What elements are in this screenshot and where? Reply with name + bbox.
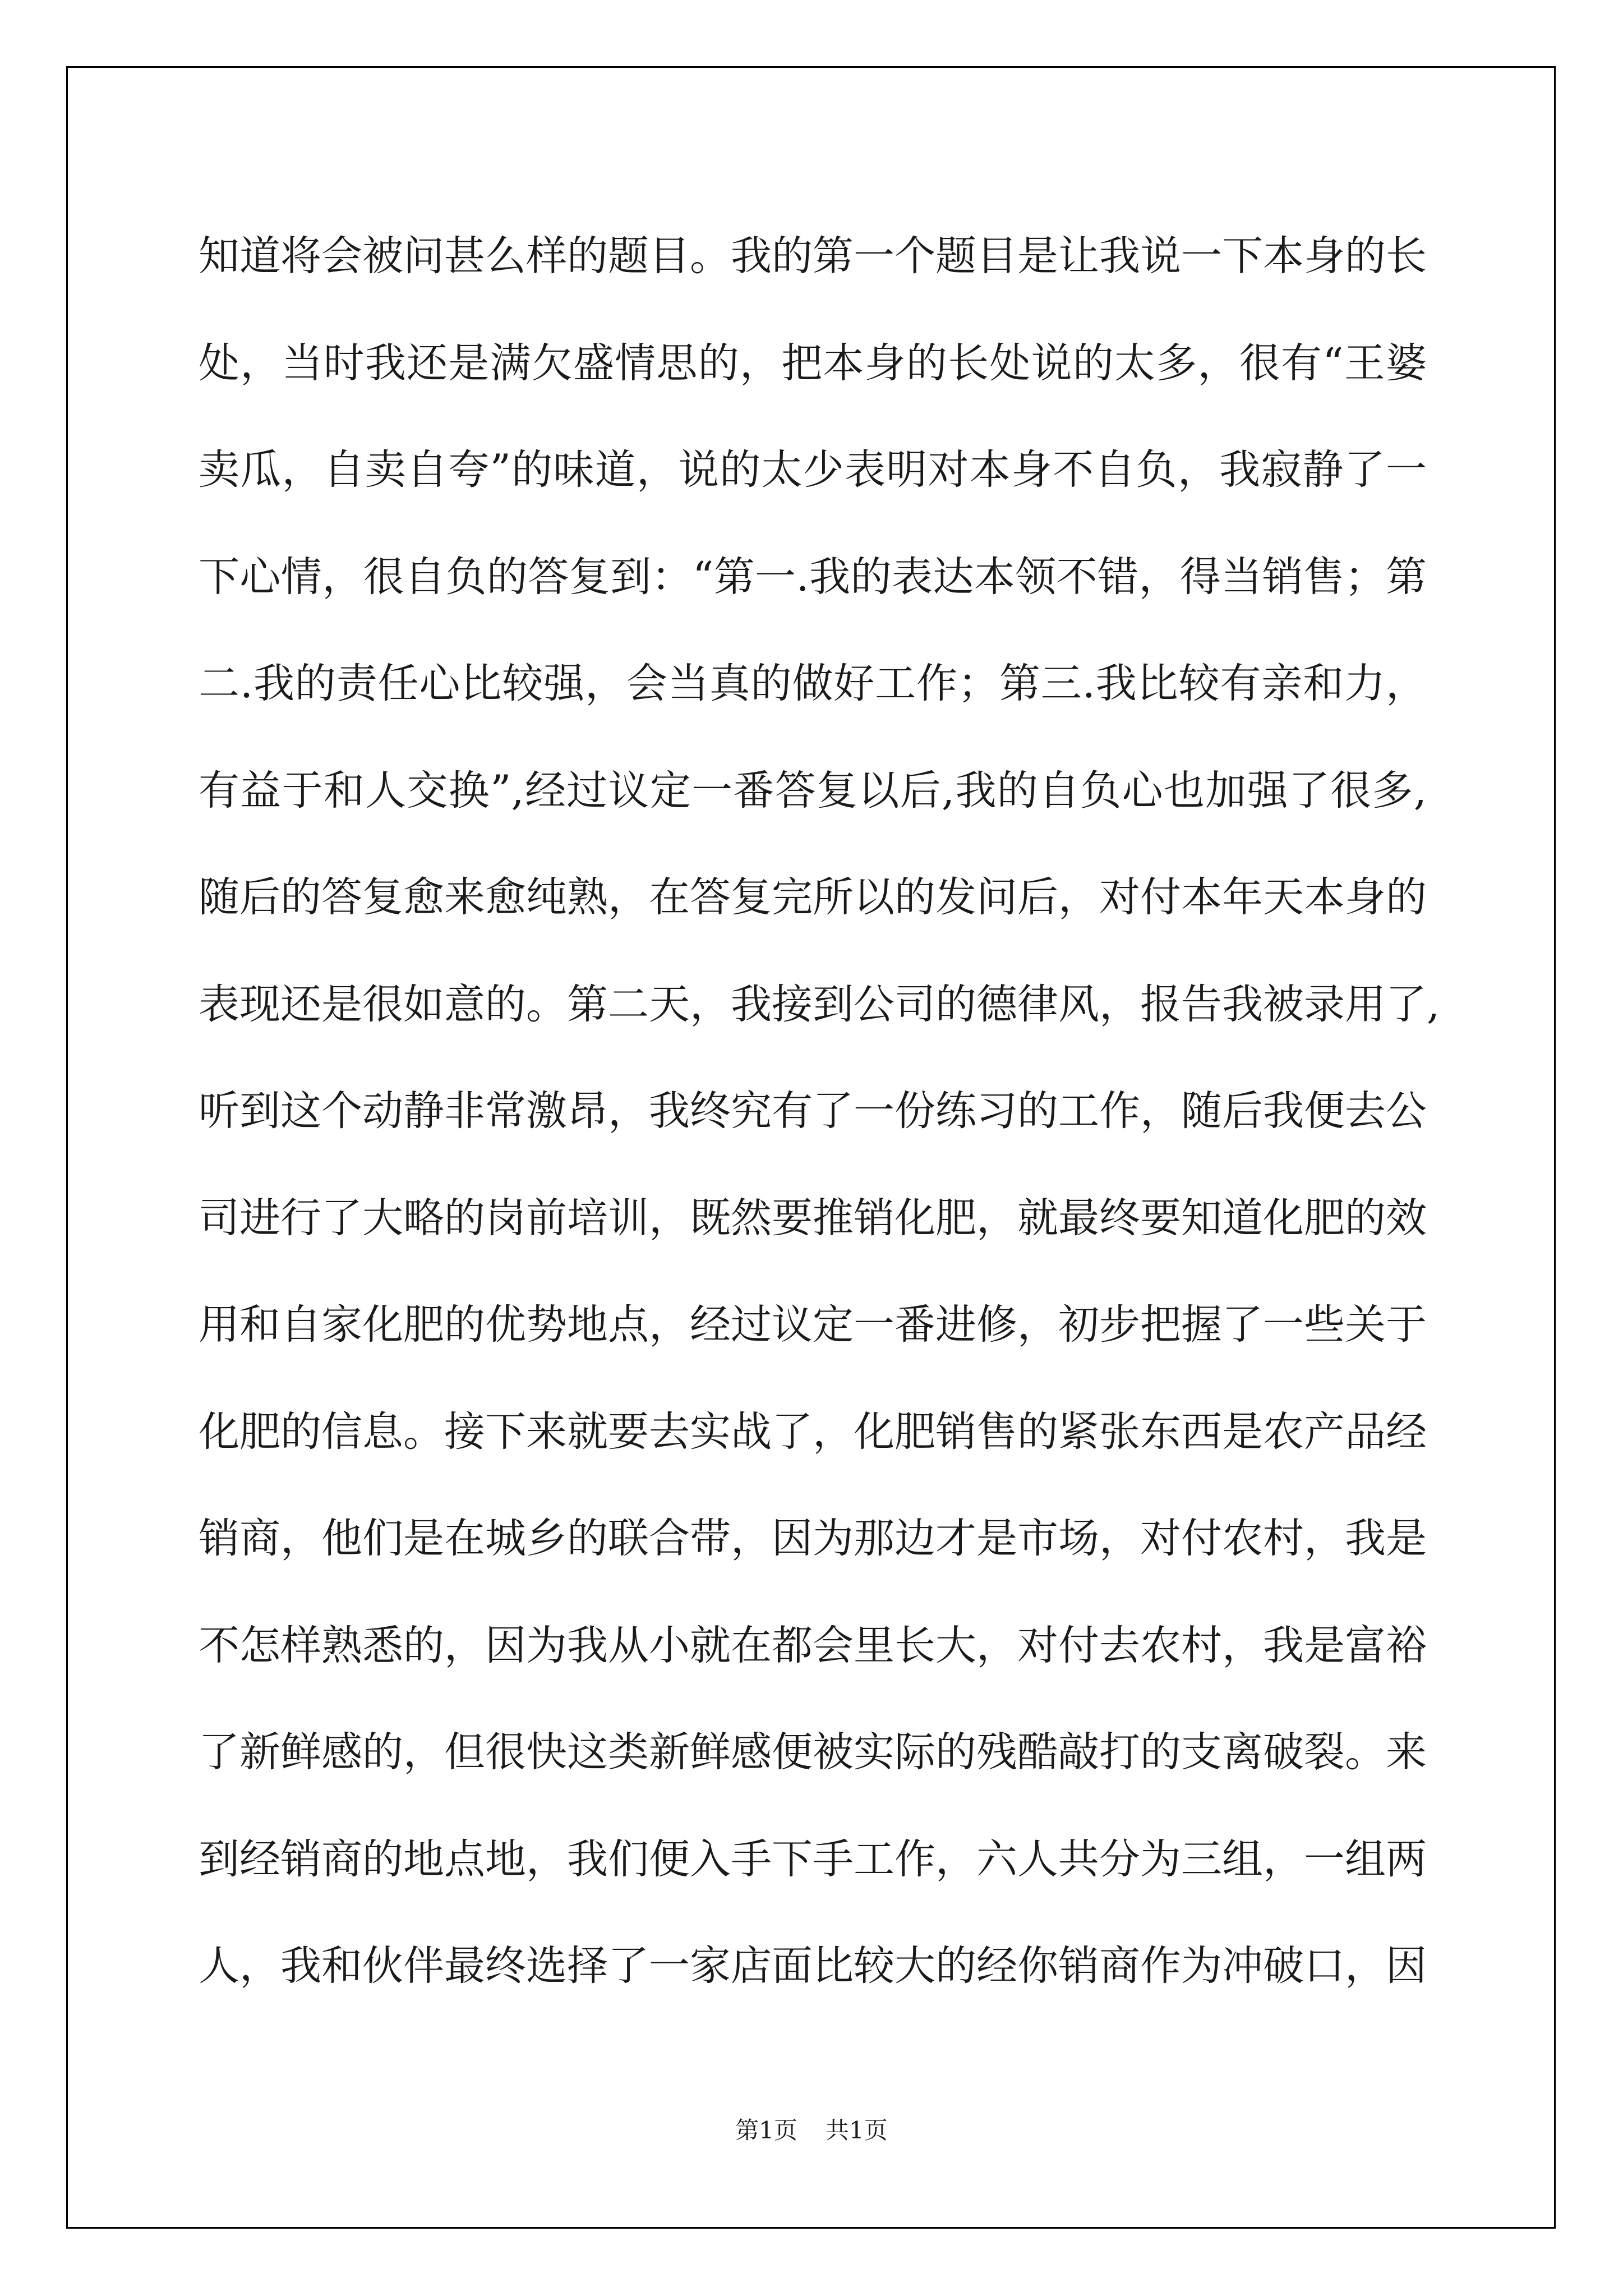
- page-number: 第1页: [735, 2116, 797, 2144]
- text-line: 不怎样熟悉的，因为我从小就在都会里长大，对付去农村，我是富裕: [199, 1621, 1427, 1669]
- text-line: 销商，他们是在城乡的联合带，因为那边才是市场，对付农村，我是: [199, 1515, 1427, 1562]
- text-line: 用和自家化肥的优势地点，经过议定一番进修，初步把握了一些关于: [199, 1301, 1427, 1349]
- text-line: 到经销商的地点地，我们便入手下手工作，六人共分为三组，一组两: [199, 1835, 1427, 1883]
- text-line: 司进行了大略的岗前培训，既然要推销化肥，就最终要知道化肥的效: [199, 1194, 1427, 1242]
- text-line: 知道将会被问甚么样的题目。我的第一个题目是让我说一下本身的长: [199, 232, 1427, 280]
- text-line: 表现还是很如意的。第二天，我接到公司的德律风，报告我被录用了,: [199, 980, 1440, 1028]
- text-line: 处，当时我还是满欠盛情思的，把本身的长处说的太多，很有“王婆: [199, 339, 1427, 387]
- text-line: 下心情，很自负的答复到：“第一.我的表达本领不错，得当销售；第: [199, 553, 1427, 601]
- text-line: 了新鲜感的，但很快这类新鲜感便被实际的残酷敲打的支离破裂。来: [199, 1728, 1427, 1776]
- page-total: 共1页: [826, 2116, 888, 2144]
- text-line: 卖瓜，自卖自夸”的味道，说的太少表明对本身不自负，我寂静了一: [199, 446, 1427, 494]
- text-line: 化肥的信息。接下来就要去实战了，化肥销售的紧张东西是农产品经: [199, 1407, 1427, 1456]
- text-line: 二.我的责任心比较强，会当真的做好工作；第三.我比较有亲和力，: [199, 660, 1427, 707]
- text-line: 随后的答复愈来愈纯熟，在答复完所以的发问后，对付本年天本身的: [199, 873, 1427, 921]
- text-line: 听到这个动静非常激昂，我终究有了一份练习的工作，随后我便去公: [199, 1087, 1427, 1135]
- document-body: [199, 203, 1440, 2020]
- text-line: 人，我和伙伴最终选择了一家店面比较大的经你销商作为冲破口，因: [199, 1942, 1427, 1990]
- page-footer: [0, 2114, 1623, 2147]
- text-line: 有益于和人交换”,经过议定一番答复以后,我的自负心也加强了很多,: [199, 766, 1427, 815]
